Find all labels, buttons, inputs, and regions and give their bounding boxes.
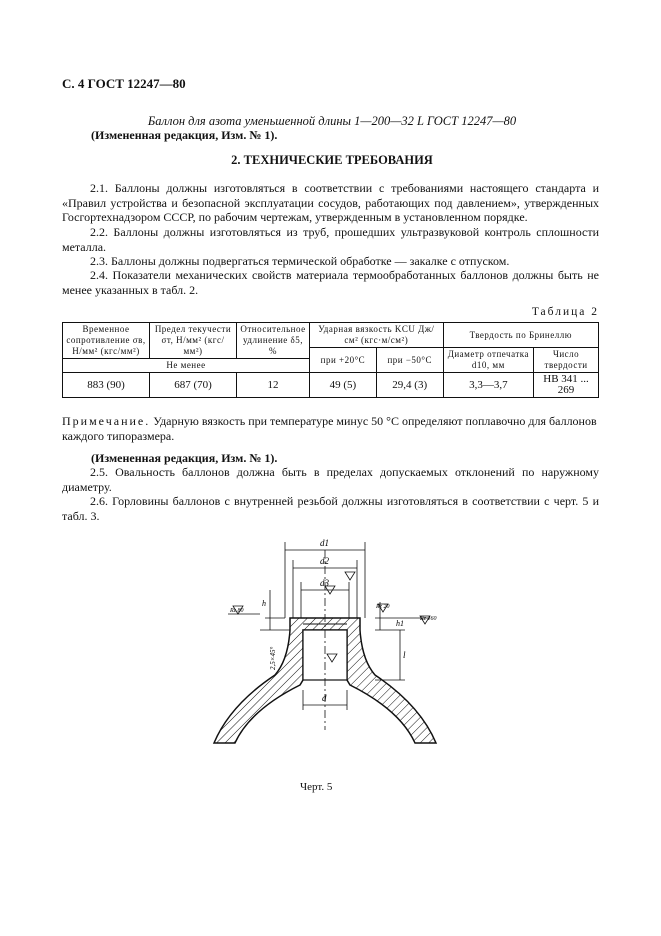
header-minus50: при −50°С [376,348,443,373]
header-hardness-number: Число твердости [534,348,599,373]
header-impact: Ударная вязкость KCU Дж/см² (кгс·м/см²) [310,323,444,348]
header-imprint: Диаметр отпечатка d10, мм [443,348,533,373]
header-hardness: Твердость по Бринеллю [443,323,598,348]
table-caption: Таблица 2 [531,306,599,318]
label-rz80: Rz 80 [230,608,244,614]
label-chamfer: 2,5×45° [269,646,277,670]
amendment-note: (Измененная редакция, Изм. № 1). [91,128,278,142]
cylinder-neck-drawing [200,530,460,770]
header-not-less: Не менее [63,359,310,373]
amendment-note-2: (Измененная редакция, Изм. № 1). [91,451,278,465]
header-plus20: при +20°С [310,348,377,373]
label-h: h [262,599,266,608]
cell-impact-minus50: 29,4 (3) [376,373,443,398]
mechanical-properties-table [62,322,599,398]
note-text: Ударную вязкость при температуре минус 50 °С определяют поплавочно для баллонов каждого типоразмера. [62,414,597,443]
page-header: С. 4 ГОСТ 12247—80 [62,76,186,91]
header-yield: Предел текучести σт, Н/мм² (кгс/мм²) [150,323,237,359]
label-h1: h1 [396,619,404,628]
header-elongation: Относительное удлинение δ5, % [237,323,310,359]
table-note [62,414,599,443]
label-d: d [322,693,327,703]
paragraph-2-2: 2.2. Баллоны должны изготовляться из труб, прошедших ультразвуковой контроль сплошности металла. [62,225,599,254]
paragraph-2-6: 2.6. Горловины баллонов с внутренней резьбой должны изготовляться в соответствии с черт. 5 и табл. 3. [62,494,599,523]
note-label: Примечание. [62,414,151,428]
paragraph-2-1: 2.1. Баллоны должны изготовляться в соответствии с требованиями настоящего стандарта и «Правил устройства и безопасной эксплуатации сосудов, работающих под давлением», утвержденных Госгортехнадзором СССР, по рабочим чертежам, утвержденным в установленном порядке. [62,181,599,225]
paragraph-2-4: 2.4. Показатели механических свойств материала термообработанных баллонов должны быть не менее указанных в табл. 2. [62,268,599,297]
label-d3: d3 [320,578,329,588]
paragraph-2-5: 2.5. Овальность баллонов должна быть в пределах допускаемых отклонений по наружному диаметру. [62,465,599,494]
label-d2: d2 [320,556,329,566]
label-l: l [403,650,406,660]
paragraph-2-3: 2.3. Баллоны должны подвергаться термической обработке — закалке с отпуском. [90,254,510,268]
cell-imprint: 3,3—3,7 [443,373,533,398]
product-caption: Баллон для азота уменьшенной длины 1—200—32 L ГОСТ 12247—80 [147,114,517,128]
cell-hardness-number: НВ 341 ... 269 [534,373,599,398]
cell-tensile: 883 (90) [63,373,150,398]
cell-yield: 687 (70) [150,373,237,398]
section-title: 2. ТЕХНИЧЕСКИЕ ТРЕБОВАНИЯ [231,153,433,167]
label-rz20: Rz 20 [376,604,390,610]
cell-elongation: 12 [237,373,310,398]
cell-impact-plus20: 49 (5) [310,373,377,398]
figure-caption: Черт. 5 [300,781,333,793]
label-rz160: Rz 160 [420,616,437,622]
header-tensile: Временное сопротивление σв, Н/мм² (кгс/мм²) [63,323,150,359]
label-d1: d1 [320,538,329,548]
